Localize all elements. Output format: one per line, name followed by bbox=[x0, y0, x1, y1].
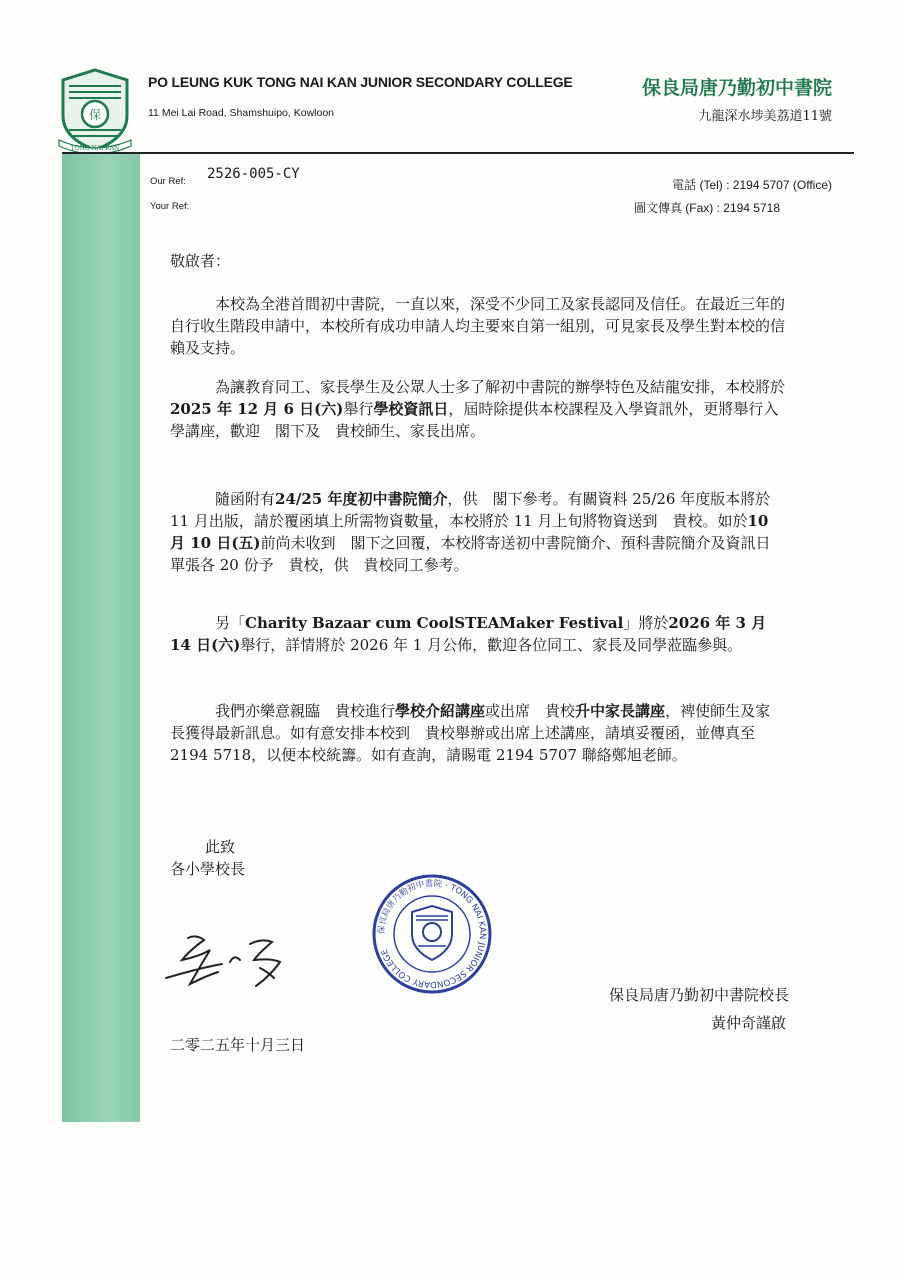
address-en: 11 Mei Lai Road, Shamshuipo, Kowloon bbox=[148, 107, 335, 119]
green-sidebar bbox=[62, 154, 140, 1122]
principal-title: 保良局唐乃勤初中書院校長 bbox=[608, 986, 789, 1004]
closing-recipients: 各小學校長 bbox=[170, 860, 246, 878]
signature-icon bbox=[160, 920, 300, 1000]
fax: 圖文傳真 (Fax) : 2194 5718 bbox=[633, 201, 780, 215]
our-ref-label: Our Ref: bbox=[150, 176, 186, 187]
svg-text:保良局唐乃勤初中書院 · TONG NAI KAN JUNI: 保良局唐乃勤初中書院 · TONG NAI KAN JUNIOR SECONDARY COLLEGE bbox=[376, 878, 488, 990]
school-name-en: PO LEUNG KUK TONG NAI KAN JUNIOR SECONDARY COLLEGE bbox=[148, 74, 573, 90]
paragraph-bazaar: 另「Charity Bazaar cum CoolSTEAMaker Festival」將於2026 年 3 月 14 日(六)舉行，詳情將於 2026 年 1 月公佈，歡迎各位同工、家長及同學蒞臨參與。 bbox=[170, 614, 767, 654]
letter-date: 二零二五年十月三日 bbox=[170, 1036, 306, 1054]
paragraph-prospectus: 隨函附有24/25 年度初中書院簡介，供 閣下參考。有關資料 25/26 年度版本將於 11 月出版，請於覆函填上所需物資數量，本校將於 11 月上旬將物資送到 貴校。如於10 月 10 日(五)前尚未收到 閣下之回覆，本校將寄送初中書院簡介、預科書院簡介及資訊日單張各 20 份予 貴校，供 貴校同工參考。 bbox=[170, 490, 771, 574]
address-zh: 九龍深水埗美荔道11號 bbox=[698, 109, 832, 124]
paragraph-info-day: 為讓教育同工、家長學生及公眾人士多了解初中書院的辦學特色及結龍安排，本校將於2025 年 12 月 6 日(六)舉行學校資訊日，屆時除提供本校課程及入學資訊外，更將舉行入學講座，歡迎 閣下及 貴校師生、家長出席。 bbox=[170, 378, 786, 440]
school-name-zh: 保良局唐乃勤初中書院 bbox=[641, 77, 832, 99]
closing-salutation: 此致 bbox=[205, 838, 236, 856]
greeting: 敬啟者： bbox=[170, 252, 231, 270]
telephone: 電話 (Tel) : 2194 5707 (Office) bbox=[672, 178, 832, 192]
header-divider bbox=[62, 152, 854, 154]
paragraph-talks: 我們亦樂意親臨 貴校進行學校介紹講座或出席 貴校升中家長講座，裨使師生及家長獲得最新訊息。如有意安排本校到 貴校舉辦或出席上述講座，請填妥覆函，並傳真至 2194 5718，以便本校統籌。如有查詢，請賜電 2194 5707 聯絡鄭旭老師。 bbox=[170, 702, 771, 764]
paragraph-intro: 本校為全港首間初中書院，一直以來，深受不少同工及家長認同及信任。在最近三年的自行收生階段申請中，本校所有成功申請人均主要來自第一組別，可見家長及學生對本校的信賴及支持。 bbox=[170, 295, 786, 357]
your-ref-label: Your Ref: bbox=[150, 201, 190, 212]
logo-banner-text: TONG NAI KAN bbox=[70, 145, 120, 152]
svg-text:保: 保 bbox=[88, 108, 102, 122]
school-seal-icon bbox=[370, 872, 494, 996]
school-logo-icon bbox=[55, 66, 135, 154]
principal-name: 黃仲奇謹啟 bbox=[710, 1014, 786, 1032]
our-ref-value: 2526-005-CY bbox=[207, 166, 300, 182]
